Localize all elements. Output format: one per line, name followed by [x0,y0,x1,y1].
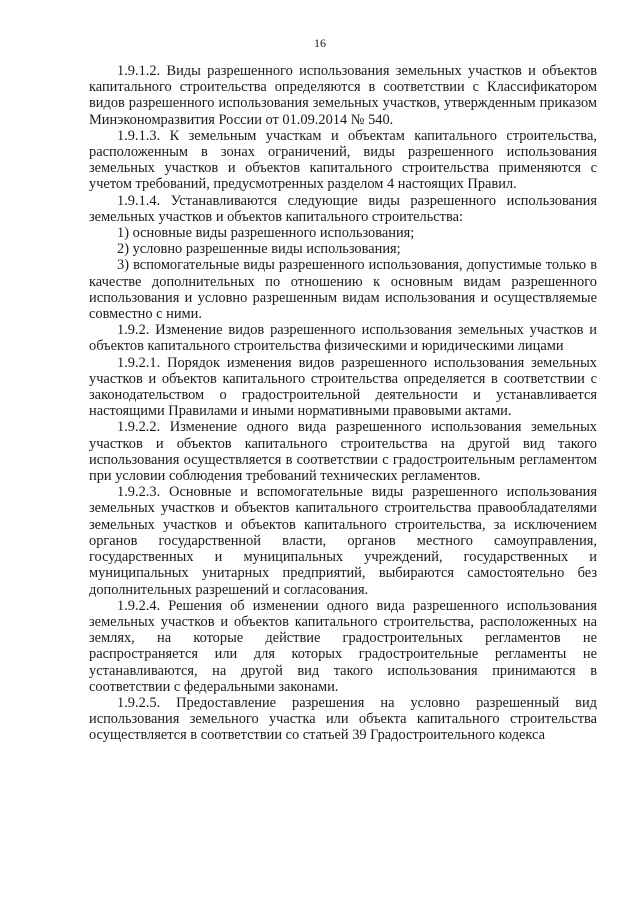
paragraph-1-9-1-2: 1.9.1.2. Виды разрешенного использования земельных участков и объектов капитального строительства определяются в соответствии с Классификатором видов разрешенного использования земельных участков, утвержденным приказом Минэкономразвития России от 01.09.2014 № 540. [89,63,597,128]
paragraph-1-9-2-2: 1.9.2.2. Изменение одного вида разрешенного использования земельных участков и объектов капитального строительства на другой вид такого использования осуществляется в соответствии с градостроительным регламентом при условии соблюдения требований технических регламентов. [89,419,597,485]
paragraph-1-9-2-4: 1.9.2.4. Решения об изменении одного вида разрешенного использования земельных участков и объектов капитального строительства, расположенных на землях, на которые действие градостроительных регламентов не распространяется или для которых градостроительные регламенты не устанавливаются, на другой вид такого использования принимаются в соответствии с федеральными законами. [89,597,597,695]
list-item-2: 2) условно разрешенные виды использования; [117,241,401,258]
paragraph-1-9-1-4: 1.9.1.4. Устанавливаются следующие виды разрешенного использования земельных участков и объектов капитального строительства: [89,192,597,225]
paragraph-1-9-1-3: 1.9.1.3. К земельным участкам и объектам капитального строительства, расположенным в зонах ограничений, виды разрешенного использования земельных участков и объектов капитального строительства применяются с учетом требований, предусмотренных разделом 4 настоящих Правил. [89,127,597,193]
paragraph-1-9-2-1: 1.9.2.1. Порядок изменения видов разрешенного использования земельных участков и объектов капитального строительства определяется в соответствии с законодательством о градостроительной деятельности и устанавливается настоящими Правилами и иными нормативными правовыми актами. [89,354,597,420]
document-body [89,63,597,744]
section-heading-1-9-2: 1.9.2. Изменение видов разрешенного использования земельных участков и объектов капитального строительства физическими и юридическими лицами [89,322,597,355]
paragraph-1-9-2-3: 1.9.2.3. Основные и вспомогательные виды разрешенного использования земельных участков и объектов капитального строительства правообладателями земельных участков и объектов капитального строительства, за исключением органов государственной власти, органов местного самоуправления, государственных и муниципальных учреждений, государственных и муниципальных унитарных предприятий, выбираются самостоятельно без дополнительных разрешений и согласования. [89,484,597,598]
paragraph-1-9-2-5: 1.9.2.5. Предоставление разрешения на условно разрешенный вид использования земельного участка или объекта капитального строительства осуществляется в соответствии со статьей 39 Градостроительного кодекса [89,694,597,744]
list-item-1: 1) основные виды разрешенного использования; [117,225,415,242]
page-number: 16 [314,36,326,50]
list-item-3: 3) вспомогательные виды разрешенного использования, допустимые только в качестве дополнительных по отношению к основным видам разрешенного использования и условно разрешенным видам использования и осуществляемые совместно с ними. [89,257,597,323]
